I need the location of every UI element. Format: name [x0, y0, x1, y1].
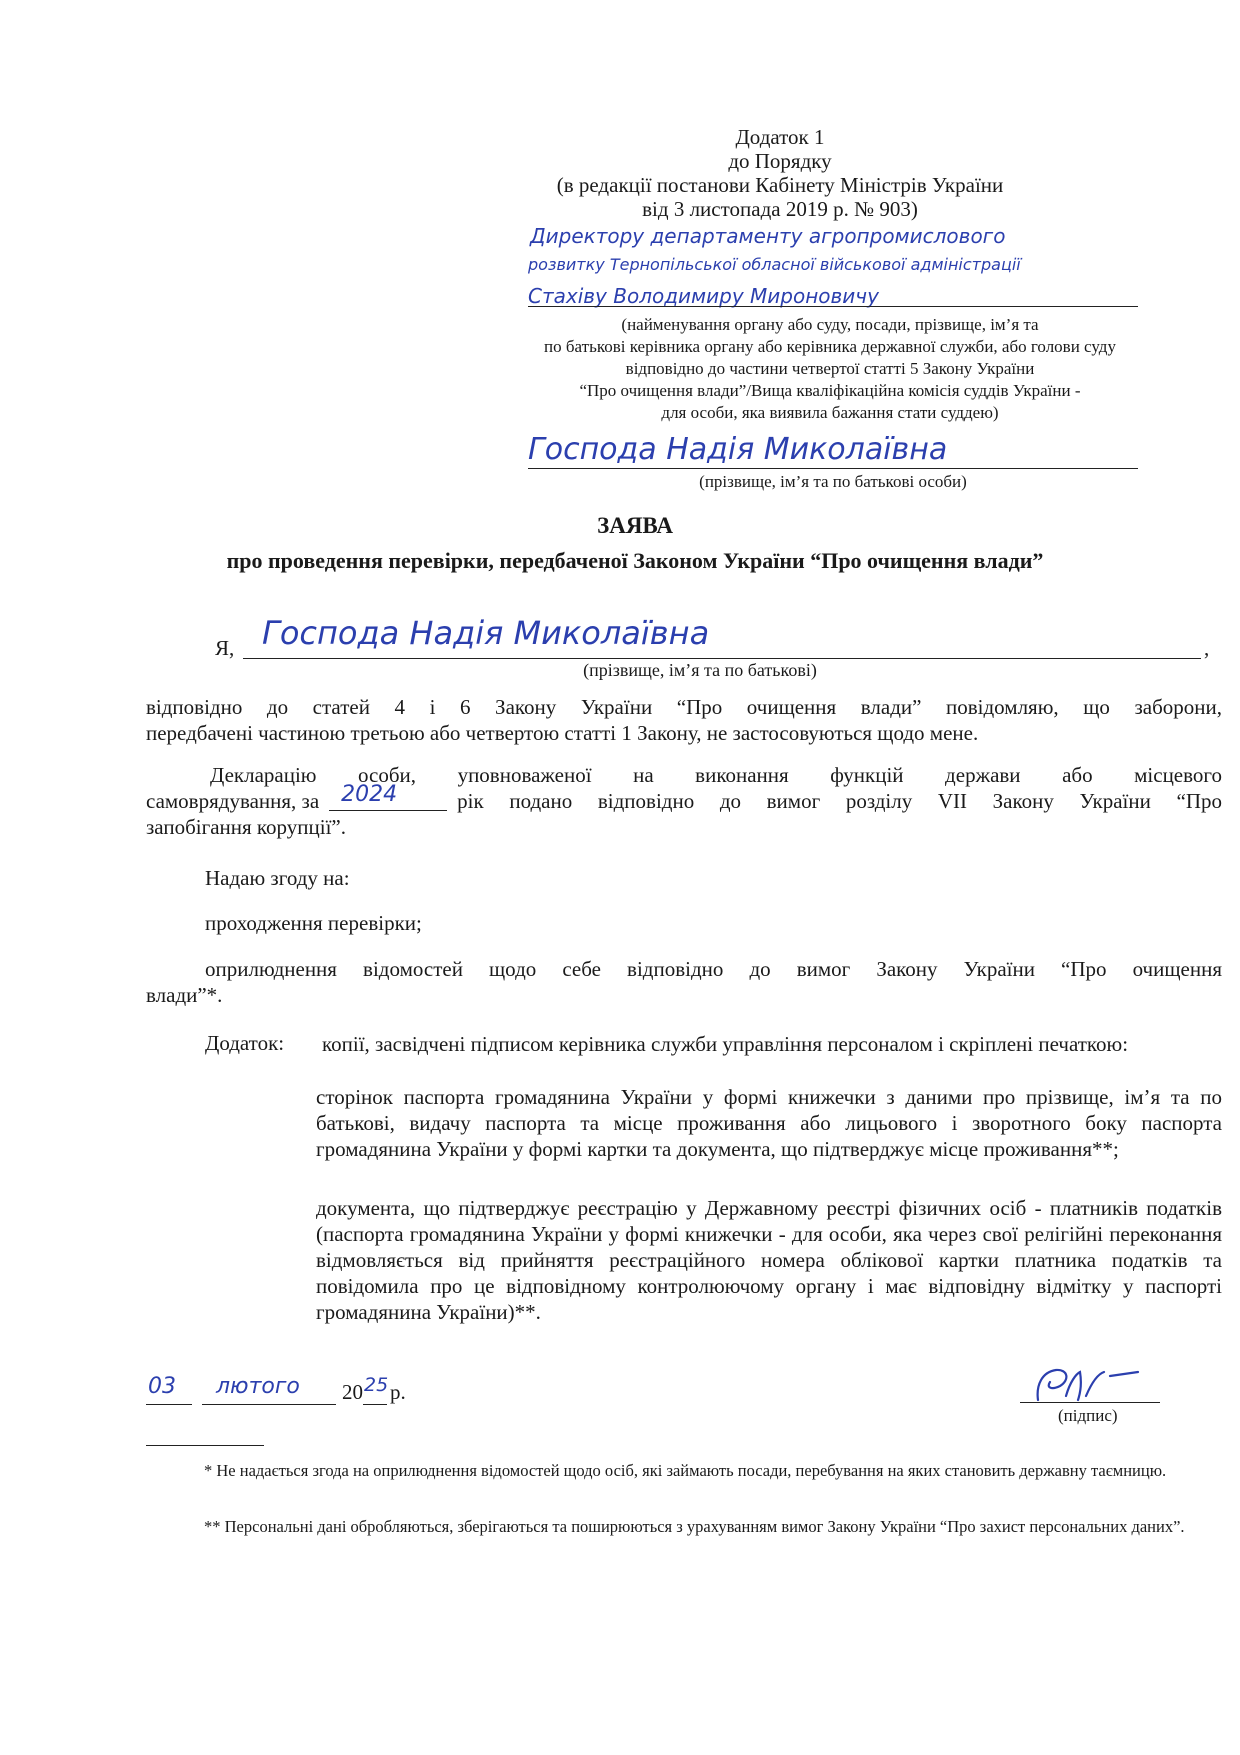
date-month-field	[202, 1374, 336, 1405]
document-title: ЗАЯВА	[597, 513, 673, 538]
date-year-handwriting: 25	[364, 1374, 389, 1396]
statement-suffix: ,	[1204, 636, 1210, 660]
addressee-handwriting-1: Директору департаменту агропромислового	[530, 224, 1006, 248]
addressee-underline	[528, 306, 1138, 307]
addressee-caption	[470, 314, 1190, 424]
addressee-caption-2: по батькові керівника органу або керівника державної служби, або голови суду	[544, 337, 1116, 356]
footnote-2: ** Персональні дані обробляються, зберігаються та поширюються з урахуванням вимог Закону України “Про захист персональних даних”.	[204, 1517, 1185, 1536]
declaration-paragraph	[146, 762, 1222, 840]
declaration-line2	[146, 782, 1222, 814]
attachment-intro: копії, засвідчені підписом керівника служби управління персоналом і скріплені печаткою:	[322, 1032, 1129, 1056]
addressee-caption-4: “Про очищення влади”/Вища кваліфікаційна комісія суддів України -	[579, 381, 1081, 400]
header-line3: (в редакції постанови Кабінету Міністрів України	[556, 173, 1004, 197]
consent-item-2	[146, 956, 1222, 1008]
header-block	[556, 125, 1004, 221]
document-subtitle: про проведення перевірки, передбаченої Законом України “Про очищення влади”	[226, 548, 1044, 573]
applicant-name-handwriting: Господа Надія Миколаївна	[528, 432, 948, 467]
header-line1: Додаток 1	[735, 125, 825, 149]
footnote-1: * Не надається згода на оприлюднення відомостей щодо осіб, які займають посади, перебування на яких становить державну таємницю.	[204, 1461, 1167, 1480]
declaration-line1: Декларацію особи, уповноваженої на виконання функцій держави або місцевого	[210, 763, 1222, 787]
declaration-line3: запобігання корупції”.	[146, 815, 346, 839]
signature-underline	[1020, 1402, 1160, 1403]
addressee-caption-5: для особи, яка виявила бажання стати суддею)	[661, 403, 999, 422]
consent-item-2-line1: оприлюднення відомостей щодо себе відповідно до вимог Закону України “Про очищення	[205, 957, 1222, 981]
statement-name-underline	[243, 658, 1201, 659]
declaration-line2-b: рік подано відповідно до вимог розділу VII Закону України “Про	[457, 789, 1222, 813]
applicant-underline	[528, 468, 1138, 469]
statement-paragraph-1	[146, 694, 1222, 746]
date-day-field	[146, 1374, 192, 1405]
date-year-prefix: 20	[342, 1380, 363, 1404]
statement-prefix: Я,	[215, 636, 235, 660]
declaration-line2-a: самоврядування, за	[146, 789, 320, 813]
declaration-year-field	[329, 782, 447, 811]
attachment-item-2: документа, що підтверджує реєстрацію у Державному реєстрі фізичних осіб - платників податків (паспорта громадянина України у формі книжечки - для особи, яка через свої релігійні переконання відмовляється від прийняття реєстраційного номера облікової картки платника податків та повідомила про це відповідному контролюючому органу і має відповідну відмітку у паспорті громадянина України)**.	[316, 1196, 1222, 1324]
attachment-item-1: сторінок паспорта громадянина України у формі книжечки з даними про прізвище, ім’я та по батькові, видачу паспорта та місце проживання або лицьового і зворотного боку паспорта громадянина України у формі картки та документа, що підтверджує місце проживання**;	[316, 1085, 1222, 1161]
statement-paragraph-1-line1: відповідно до статей 4 і 6 Закону України “Про очищення влади” повідомляю, що заборони,	[146, 695, 1222, 719]
date-month-handwriting: лютого	[216, 1374, 300, 1399]
consent-intro: Надаю згоду на:	[205, 866, 350, 890]
addressee-caption-1: (найменування органу або суду, посади, прізвище, ім’я та	[621, 315, 1039, 334]
declaration-year-handwriting: 2024	[341, 782, 398, 807]
signature-date	[146, 1374, 406, 1405]
date-year-unit: р.	[390, 1380, 406, 1404]
consent-item-2-line2: влади”*.	[146, 983, 223, 1007]
statement-caption: (прізвище, ім’я та по батькові)	[583, 660, 817, 680]
header-line2: до Порядку	[728, 149, 832, 173]
date-day-handwriting: 03	[148, 1374, 176, 1399]
applicant-caption: (прізвище, ім’я та по батькові особи)	[699, 472, 967, 491]
statement-name-handwriting: Господа Надія Миколаївна	[262, 614, 710, 652]
signature-caption: (підпис)	[1058, 1406, 1118, 1425]
date-year-field	[363, 1374, 389, 1405]
addressee-caption-3: відповідно до частини четвертої статті 5 Закону України	[625, 359, 1035, 378]
statement-paragraph-1-line2: передбачені частиною третьою або четвертою статті 1 Закону, не застосовуються щодо мене.	[146, 721, 979, 745]
attachment-label: Додаток:	[205, 1031, 285, 1055]
addressee-handwriting-3: Стахіву Володимиру Мироновичу	[528, 284, 879, 308]
header-line4: від 3 листопада 2019 р. № 903)	[642, 197, 918, 221]
addressee-handwriting-2: розвитку Тернопільської обласної військової адміністрації	[528, 255, 1021, 274]
consent-item-1: проходження перевірки;	[205, 911, 422, 935]
footnote-separator	[146, 1445, 264, 1446]
